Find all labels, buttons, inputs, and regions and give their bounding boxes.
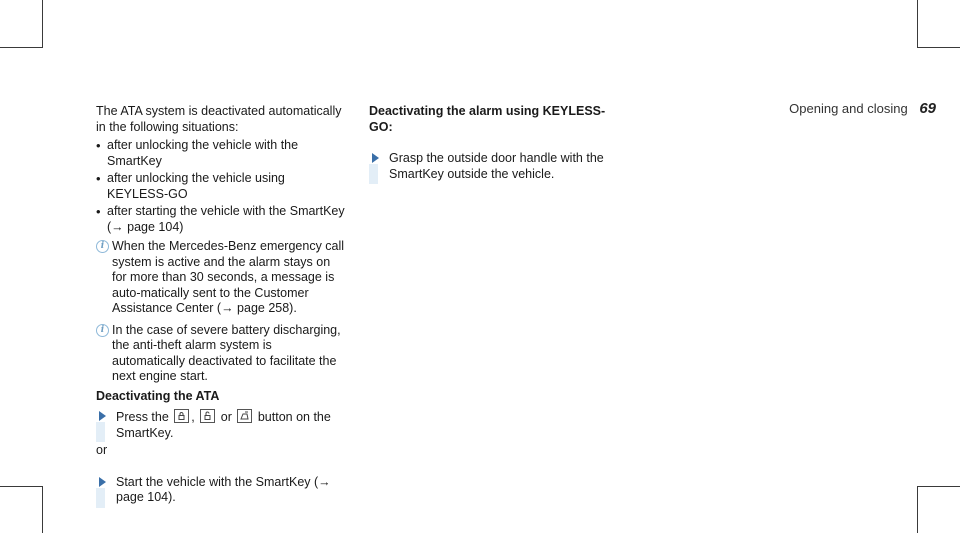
list-item: • after starting the vehicle with the SmartKey (→ page 104)	[96, 204, 345, 234]
instruction-step: Start the vehicle with the SmartKey (→ page 104).	[96, 475, 348, 506]
list-item-text: after starting the vehicle with the SmartKey (→ page 104)	[107, 204, 345, 234]
list-item-text: after unlocking the vehicle using KEYLESS-GO	[107, 171, 285, 201]
subheading-deactivate-alarm: Deactivating the alarm using KEYLESS-GO:	[369, 104, 606, 134]
page-number: 69	[919, 100, 936, 117]
step-arrow-icon	[99, 477, 106, 487]
step-arrow-icon	[99, 411, 106, 421]
list-item-text: after unlocking the vehicle with the SmartKey	[107, 138, 299, 168]
list-item: • after unlocking the vehicle using KEYLESS-GO	[96, 171, 285, 201]
crop-mark	[42, 486, 43, 533]
column-right	[369, 104, 619, 182]
info-icon: i	[96, 240, 109, 253]
instruction-step: Grasp the outside door handle with the SmartKey outside the vehicle.	[369, 151, 619, 182]
column-left	[96, 104, 348, 506]
section-title: Opening and closing	[789, 101, 908, 116]
list-item: • after unlocking the vehicle with the SmartKey	[96, 138, 299, 168]
step-arrow-icon	[372, 153, 379, 163]
subheading-deactivate-ata: Deactivating the ATA	[96, 388, 220, 403]
info-note	[96, 239, 348, 317]
or-separator: or	[96, 443, 108, 457]
instruction-step: Press the , or button on the SmartKey.	[96, 409, 348, 441]
step-bar	[96, 422, 105, 442]
note-text: When the Mercedes-Benz emergency call system is active and the alarm stays on for more than 30 seconds, a message is auto-matically sent to the Customer Assistance Center (→ page 258).	[112, 239, 345, 315]
crop-mark	[917, 47, 960, 48]
crop-mark	[917, 486, 960, 487]
crop-mark	[917, 0, 918, 48]
unlock-icon	[200, 409, 215, 423]
crop-mark	[42, 0, 43, 48]
info-icon: i	[96, 324, 109, 337]
running-header	[789, 100, 936, 117]
trunk-icon	[237, 409, 252, 423]
lock-icon	[174, 409, 189, 423]
info-note	[96, 323, 348, 385]
crop-mark	[0, 486, 43, 487]
step-bar	[369, 164, 378, 184]
crop-mark	[0, 47, 43, 48]
intro-paragraph: The ATA system is deactivated automatically in the following situations:	[96, 104, 342, 134]
note-text: In the case of severe battery discharging, the anti-theft alarm system is automatically deactivated to facilitate the next engine start.	[112, 322, 341, 383]
crop-mark	[917, 486, 918, 533]
situation-list	[96, 138, 348, 235]
step-bar	[96, 488, 105, 508]
